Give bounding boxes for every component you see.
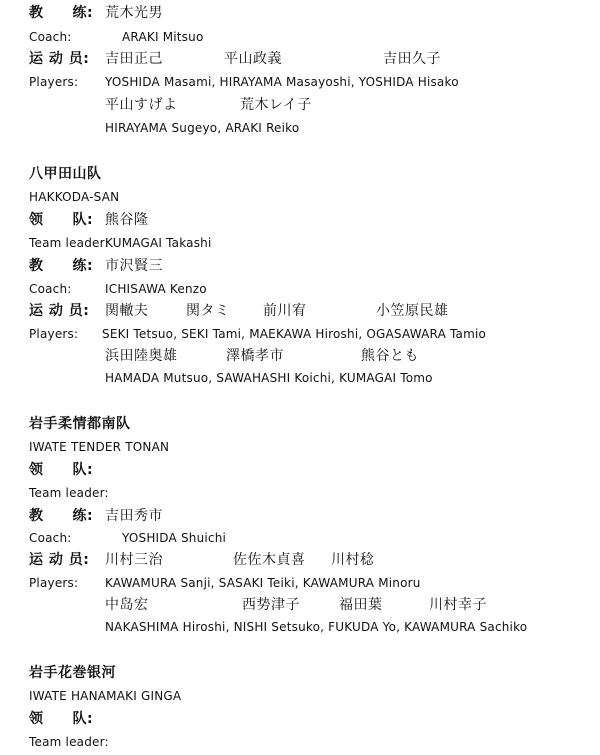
players-names-en: NAKASHIMA Hiroshi, NISHI Setsuko, FUKUDA Yo, KAWAMURA Sachiko [105,620,528,634]
leader-name-en: KUMAGAI Takashi [105,236,212,250]
coach-name-cn: 荒木光男 [105,5,163,21]
players-label-en: Players: [29,576,79,590]
leader-label-en: Team leader: [29,486,109,500]
leader-label-en: Team leader: [29,735,109,749]
player-name-cn: 熊谷とも [361,348,419,364]
player-name-cn: 浜田陸奥雄 [105,348,178,364]
player-name-cn: 吉田正己 [105,51,163,67]
player-name-cn: 荒木レイ子 [240,97,312,113]
coach-label-cn: 教 练: [29,258,94,274]
team-name-en: IWATE TENDER TONAN [29,440,170,454]
players-names-en: KAWAMURA Sanji, SASAKI Teiki, KAWAMURA Minoru [105,576,421,590]
player-name-cn: 佐佐木貞喜 [233,552,306,568]
team-name-cn: 岩手花巻银河 [29,665,116,681]
coach-label-cn: 教 练: [29,5,94,21]
coach-name-cn: 吉田秀市 [105,508,163,524]
team-name-en: IWATE HANAMAKI GINGA [29,689,182,703]
player-name-cn: 小笠原民雄 [376,303,449,319]
players-label-en: Players: [29,75,79,89]
leader-name-cn: 熊谷隆 [105,212,149,228]
coach-name-en: ICHISAWA Kenzo [105,282,207,296]
coach-label-en: Coach: [29,531,72,545]
player-name-cn: 平山すげよ [105,97,178,113]
coach-name-en: ARAKI Mitsuo [122,30,204,44]
leader-label-cn: 领 队: [29,462,94,478]
player-name-cn: 西势津子 [242,597,300,613]
team-name-cn: 岩手柔情都南队 [29,416,131,432]
player-name-cn: 福田葉 [339,597,383,613]
coach-name-cn: 市沢賢三 [105,258,163,274]
players-label-cn: 运 动 员: [29,303,90,319]
player-name-cn: 関轍夫 [105,303,149,319]
players-label-en: Players: [29,327,79,341]
coach-label-cn: 教 练: [29,508,94,524]
player-name-cn: 中岛宏 [105,597,149,613]
player-name-cn: 澤橋孝市 [226,348,284,364]
leader-label-cn: 领 队: [29,711,94,727]
coach-label-en: Coach: [29,30,72,44]
players-names-en: YOSHIDA Masami, HIRAYAMA Masayoshi, YOSHIDA Hisako [105,75,459,89]
team-name-en: HAKKODA-SAN [29,190,120,204]
player-name-cn: 吉田久子 [383,51,441,67]
players-label-cn: 运 动 员: [29,552,90,568]
players-label-cn: 运 动 员: [29,51,90,67]
player-name-cn: 川村幸子 [429,597,487,613]
coach-name-en: YOSHIDA Shuichi [122,531,227,545]
players-names-en: HAMADA Mutsuo, SAWAHASHI Koichi, KUMAGAI Tomo [105,371,433,385]
team-name-cn: 八甲田山队 [29,166,102,182]
player-name-cn: 平山政義 [224,51,282,67]
player-name-cn: 川村三治 [105,552,163,568]
leader-label-cn: 领 队: [29,212,94,228]
player-name-cn: 関タミ [186,303,230,319]
player-name-cn: 前川宥 [263,303,307,319]
players-names-en: SEKI Tetsuo, SEKI Tami, MAEKAWA Hiroshi, OGASAWARA Tamio [102,327,487,341]
players-names-en: HIRAYAMA Sugeyo, ARAKI Reiko [105,121,300,135]
coach-label-en: Coach: [29,282,72,296]
player-name-cn: 川村稔 [331,552,375,568]
leader-label-en: Team leader: [29,236,109,250]
